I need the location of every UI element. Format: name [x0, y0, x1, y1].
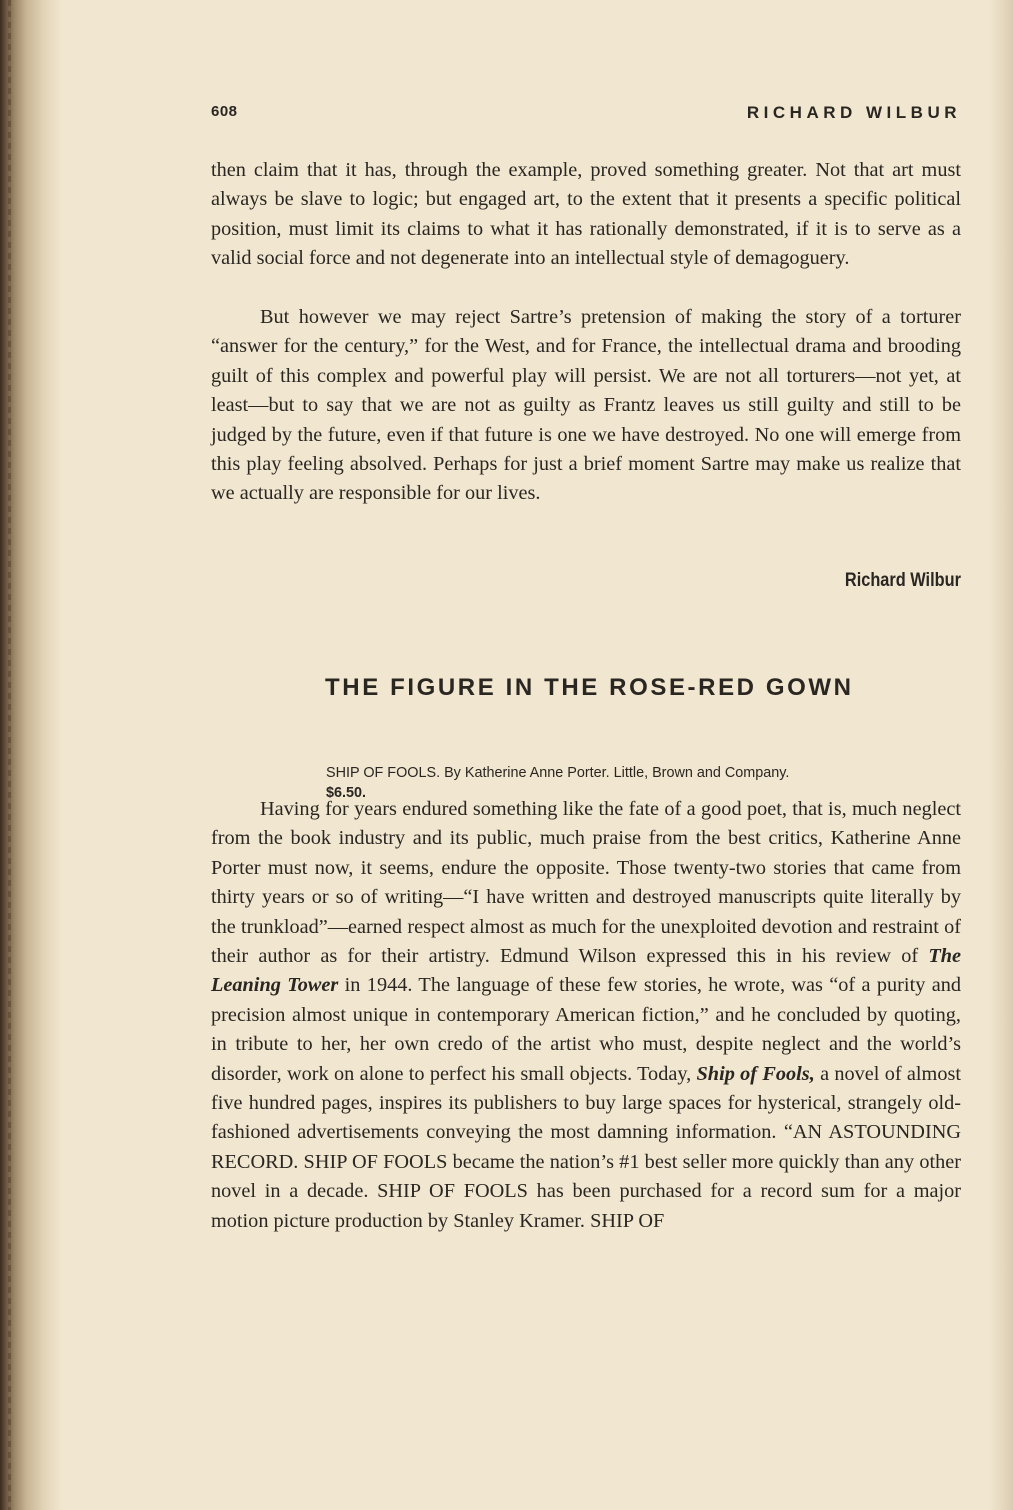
- book-title-leaning-tower: The Leaning Tower: [211, 945, 961, 997]
- paragraph-3-part-1: Having for years endured something like the fate of a good poet, that is, much neglect from the book industry and its public, much praise from the best critics, Katherine Anne Porter must now, it seems, endure the opposite. Those twenty-two stories that came from thirty years or so of writing—“I have written and destroyed manuscripts quite literally by the trunkload”—earned respect almost as much for the unexploited devotion and restraint of their author as for their artistry. Edmund Wilson expressed this in his review of: [211, 798, 961, 968]
- paragraph-3-part-2: in 1944. The language of these few stories, he wrote, was “of a purity and precision almost unique in contemporary American fiction,” and he concluded by quoting, in tribute to her, her own credo of the artist who must, despite neglect and the world’s disorder, work on alone to perfect his small objects. Today,: [211, 974, 961, 1085]
- running-head-author: RICHARD WILBUR: [746, 103, 961, 122]
- paragraph-2: But however we may reject Sartre’s pretension of making the story of a torturer “answer for the century,” for the West, and for France, the intellectual drama and brooding guilt of this complex and powerful play will persist. We are not all torturers—not yet, at least—but to say that we are not as guilty as Frantz leaves us still guilty and still to be judged by the future, even if that future is one we have destroyed. No one will emerge from this play feeling absolved. Perhaps for just a brief moment Sartre may make us realize that we actually are responsible for our lives.: [211, 306, 961, 505]
- paragraph-1: then claim that it has, through the example, proved something greater. Not that art must always be slave to logic; but engaged art, to the extent that it presents a specific political position, must limit its claims to what it has rationally demonstrated, if it is to serve as a valid social force and not degenerate into an intellectual style of demagoguery.: [211, 159, 961, 270]
- paragraph-3-part-3: a novel of almost five hundred pages, inspires its publishers to buy large spaces for hysterical, strangely old-fashioned advertisements conveying the most damning information. “AN ASTOUNDING RECORD. SHIP OF FOOLS became the nation’s #1 best seller more quickly than any other novel in a decade. SHIP OF FOOLS has been purchased for a record sum for a major motion picture production by Stanley Kramer. SHIP OF: [211, 1062, 961, 1232]
- book-title-ship-of-fools: Ship of Fools,: [696, 1062, 815, 1085]
- page-curl-shadow: [989, 0, 1013, 1510]
- page-number: 608: [211, 103, 238, 120]
- book-info-price: $6.50.: [326, 785, 367, 801]
- book-spine-edge: [0, 0, 62, 1510]
- book-info-citation: SHIP OF FOOLS. By Katherine Anne Porter. Little, Brown and Company.: [326, 765, 790, 781]
- review-title: THE FIGURE IN THE ROSE-RED GOWN: [325, 674, 854, 701]
- paragraph-3: [211, 795, 961, 1236]
- signature: Richard Wilbur: [844, 570, 961, 591]
- running-head: [211, 103, 961, 129]
